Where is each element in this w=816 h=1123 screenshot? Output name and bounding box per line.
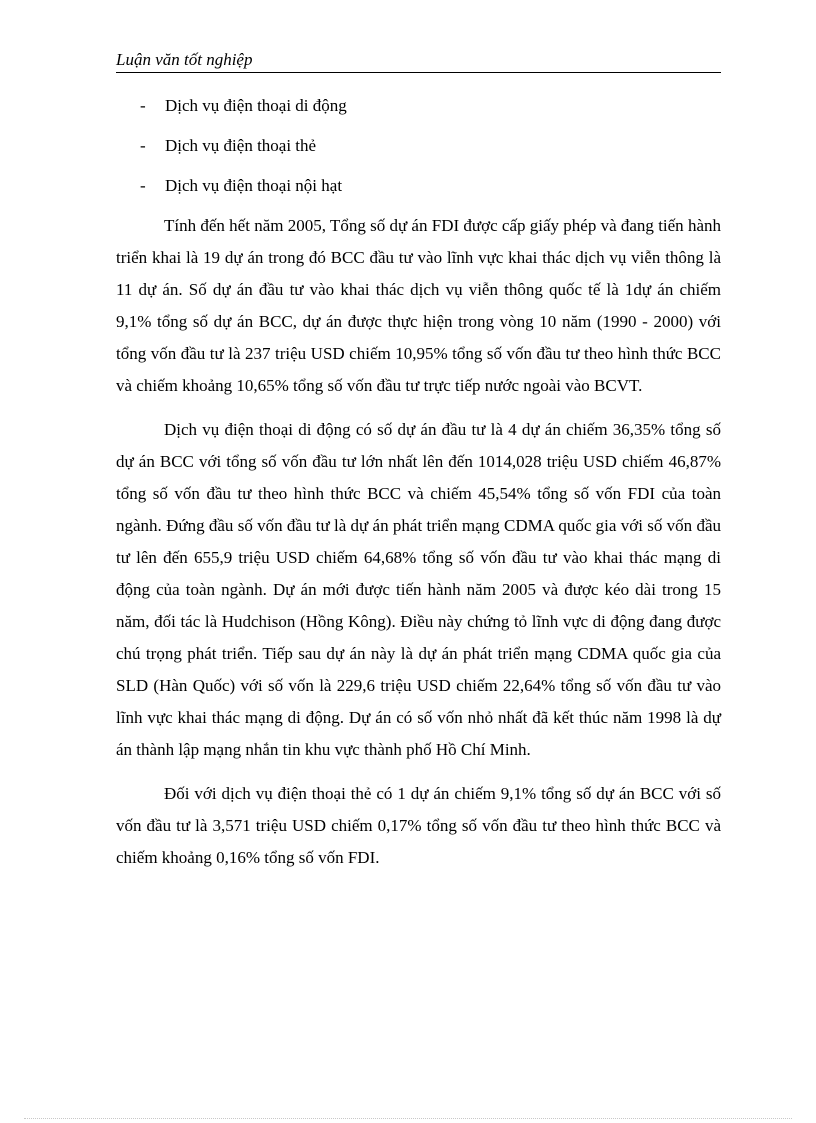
list-item [116,170,721,210]
list-item [116,130,721,170]
bullet-dash: - [140,176,146,195]
header-title: Luận văn tốt nghiệp [116,50,253,69]
list-item-text: Dịch vụ điện thoại di động [165,96,347,115]
paragraph-fdi-overview: Tính đến hết năm 2005, Tổng số dự án FDI được cấp giấy phép và đang tiến hành triển khai là 19 dự án trong đó BCC đầu tư vào lĩnh vực khai thác dịch vụ viễn thông là 11 dự án. Số dự án đầu tư vào khai thác dịch vụ viễn thông quốc tế là 1dự án chiếm 9,1% tổng số dự án BCC, dự án được thực hiện trong vòng 10 năm (1990 - 2000) với tổng vốn đầu tư là 237 triệu USD chiếm 10,95% tổng số vốn đầu tư theo hình thức BCC và chiếm khoảng 10,65% tổng số vốn đầu tư trực tiếp nước ngoài vào BCVT. [116,216,721,395]
paragraph-card-service: Đối với dịch vụ điện thoại thẻ có 1 dự án chiếm 9,1% tổng số dự án BCC với số vốn đầu tư là 3,571 triệu USD chiếm 0,17% tổng số vốn đầu tư theo hình thức BCC và chiếm khoảng 0,16% tổng số vốn FDI. [116,784,721,867]
bullet-dash: - [140,136,146,155]
list-item [116,90,721,130]
list-item-text: Dịch vụ điện thoại nội hạt [165,176,343,195]
bullet-dash: - [140,96,146,115]
document-body [116,90,721,886]
service-list [116,90,721,210]
page-bottom-divider [24,1118,792,1119]
page-header [116,50,721,73]
list-item-text: Dịch vụ điện thoại thẻ [165,136,317,155]
paragraph-mobile-service: Dịch vụ điện thoại di động có số dự án đầu tư là 4 dự án chiếm 36,35% tổng số dự án BCC với tổng số vốn đầu tư lớn nhất lên đến 1014,028 triệu USD chiếm 46,87% tổng số vốn đầu tư theo hình thức BCC và chiếm 45,54% tổng số vốn FDI của toàn ngành. Đứng đầu số vốn đầu tư là dự án phát triển mạng CDMA quốc gia với số vốn đầu tư lên đến 655,9 triệu USD chiếm 64,68% tổng số vốn đầu tư vào khai thác mạng di động của toàn ngành. Dự án mới được tiến hành năm 2005 và được kéo dài trong 15 năm, đối tác là Hudchison (Hồng Kông). Điều này chứng tỏ lĩnh vực di động đang được chú trọng phát triển. Tiếp sau dự án này là dự án phát triển mạng CDMA quốc gia của SLD (Hàn Quốc) với số vốn là 229,6 triệu USD chiếm 22,64% tổng số vốn đầu tư vào lĩnh vực khai thác mạng di động. Dự án có số vốn nhỏ nhất đã kết thúc năm 1998 là dự án thành lập mạng nhắn tin khu vực thành phố Hồ Chí Minh. [116,420,721,759]
